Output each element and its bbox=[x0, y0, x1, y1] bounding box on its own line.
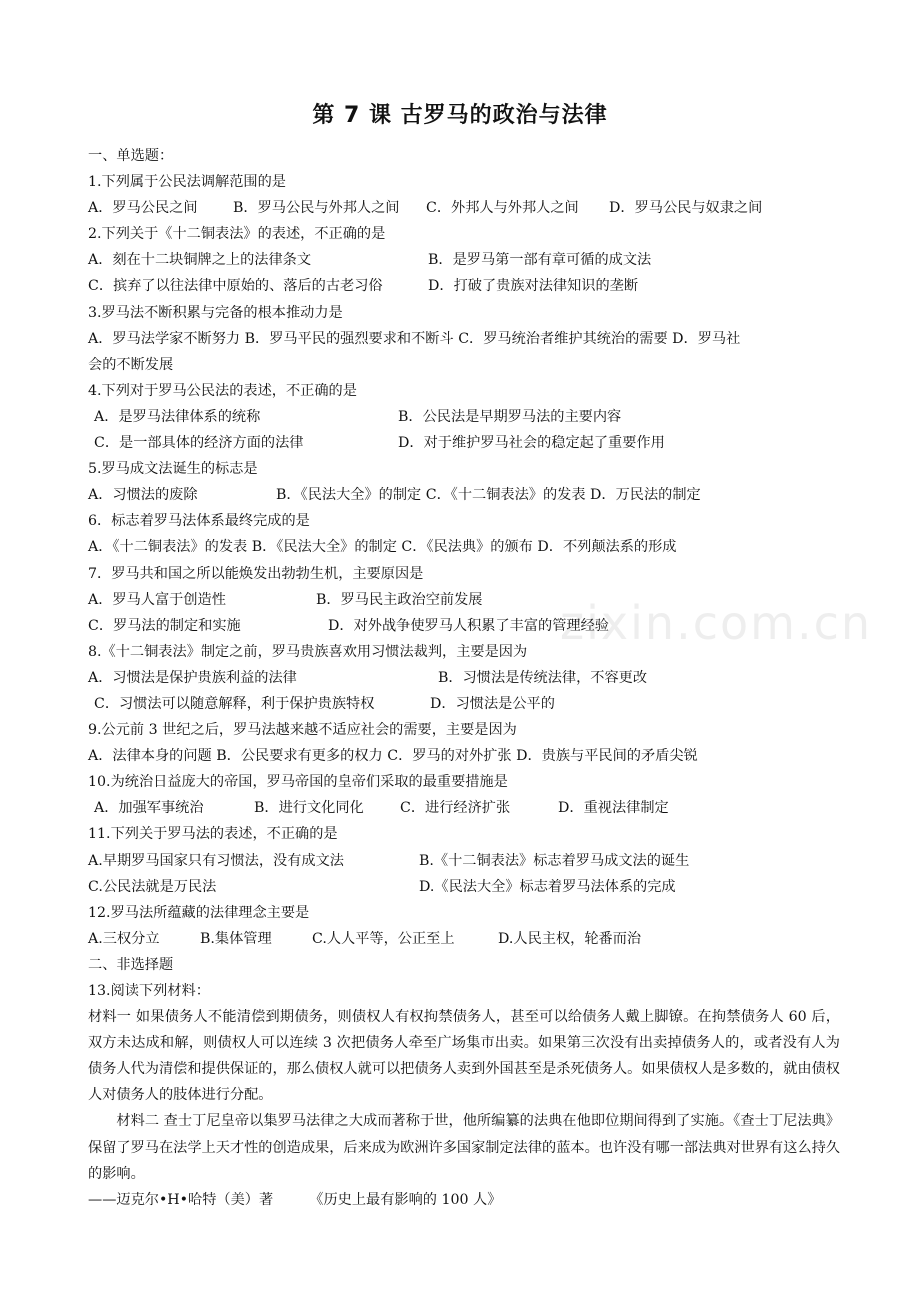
question-7-option-d: D．对外战争使罗马人积累了丰富的管理经验 bbox=[328, 617, 609, 634]
question-11-option-b: B.《十二铜表法》标志着罗马成文法的诞生 bbox=[419, 852, 690, 869]
question-8-option-d: D．习惯法是公平的 bbox=[430, 695, 555, 712]
question-7-stem: 7．罗马共和国之所以能焕发出勃勃生机，主要原因是 bbox=[88, 565, 424, 582]
question-11-option-a: A.早期罗马国家只有习惯法，没有成文法 bbox=[88, 852, 344, 869]
question-7-options-cd bbox=[88, 613, 840, 639]
question-13-stem: 13.阅读下列材料： bbox=[88, 983, 210, 999]
question-8-options-ab bbox=[88, 665, 840, 691]
question-4-options-ab bbox=[88, 404, 840, 430]
question-2-option-c: C．摈弃了以往法律中原始的、落后的古老习俗 bbox=[88, 278, 383, 295]
question-2-options-cd bbox=[88, 273, 840, 299]
question-11-stem: 11.下列关于罗马法的表述，不正确的是 bbox=[88, 826, 338, 843]
question-6-stem: 6．标志着罗马法体系最终完成的是 bbox=[88, 513, 310, 530]
question-12-option-b: B.集体管理 bbox=[200, 930, 272, 947]
question-13-material-1: 材料一 如果债务人不能清偿到期债务，则债权人有权拘禁债务人，甚至可以给债务人戴上脚镣。在拘禁债务人 60 后，双方未达成和解，则债权人可以连续 3 次把债务人牵至广场集市出卖。如果第三次没有出卖掉债务人的，或者没有人为债务人代为清偿和提供保证的，那么债权人就可以把债务人卖到外国甚至是杀死债务人。如果债权人是多数的，就由债权人对债务人的肢体进行分配。 bbox=[88, 1009, 840, 1104]
question-5-stem: 5.罗马成文法诞生的标志是 bbox=[88, 461, 258, 478]
question-8-option-c: C．习惯法可以随意解释，利于保护贵族特权 bbox=[94, 695, 375, 712]
question-5-option-a: A．习惯法的废除 bbox=[88, 487, 198, 504]
question-8-options-cd bbox=[88, 691, 840, 717]
question-7-option-c: C．罗马法的制定和实施 bbox=[88, 617, 241, 634]
question-12-option-a: A.三权分立 bbox=[88, 930, 160, 947]
question-11-options-ab bbox=[88, 848, 840, 874]
question-9-options: A．法律本身的问题 B．公民要求有更多的权力 C．罗马的对外扩张 D．贵族与平民间的矛盾尖锐 bbox=[88, 748, 698, 765]
question-11-options-cd bbox=[88, 874, 840, 900]
question-6-options: A．《十二铜表法》的发表 B．《民法大全》的制定 C．《民法典》的颁布 D．不列颠法系的形成 bbox=[88, 539, 677, 556]
question-9-stem: 9.公元前 3 世纪之后，罗马法越来越不适应社会的需要，主要是因为 bbox=[88, 722, 517, 739]
question-11-option-c: C.公民法就是万民法 bbox=[88, 878, 217, 895]
question-2-option-a: A．刻在十二块铜牌之上的法律条文 bbox=[88, 252, 312, 269]
question-8-option-b: B．习惯法是传统法律，不容更改 bbox=[438, 669, 648, 686]
question-3-options-line-1: A．罗马法学家不断努力 B．罗马平民的强烈要求和不断斗 C．罗马统治者维护其统治的需要 D．罗马社 bbox=[88, 330, 741, 347]
question-7-option-a: A．罗马人富于创造性 bbox=[88, 591, 226, 608]
question-12-stem: 12.罗马法所蕴藏的法律理念主要是 bbox=[88, 904, 310, 921]
question-10-option-c: C．进行经济扩张 bbox=[400, 800, 511, 817]
question-5-options bbox=[88, 482, 840, 508]
question-10-option-b: B．进行文化同化 bbox=[254, 800, 364, 817]
question-10-options bbox=[88, 795, 840, 821]
question-4-option-b: B．公民法是早期罗马法的主要内容 bbox=[398, 408, 622, 425]
question-4-options-cd bbox=[88, 430, 840, 456]
question-1-option-b: B．罗马公民与外邦人之间 bbox=[233, 200, 400, 217]
question-5-options-bcd: B．《民法大全》的制定 C．《十二铜表法》的发表 D．万民法的制定 bbox=[276, 487, 701, 504]
question-1-stem: 1.下列属于公民法调解范围的是 bbox=[88, 174, 286, 191]
question-8-option-a: A．习惯法是保护贵族利益的法律 bbox=[88, 669, 297, 686]
question-7-options-ab bbox=[88, 587, 840, 613]
question-10-option-d: D．重视法律制定 bbox=[558, 800, 669, 817]
question-4-stem: 4.下列对于罗马公民法的表述，不正确的是 bbox=[88, 382, 357, 399]
page-title: 第 7 课 古罗马的政治与法律 bbox=[312, 103, 608, 128]
question-10-stem: 10.为统治日益庞大的帝国，罗马帝国的皇帝们采取的最重要措施是 bbox=[88, 774, 508, 791]
question-2-option-d: D．打破了贵族对法律知识的垄断 bbox=[428, 278, 639, 295]
question-3-stem: 3.罗马法不断积累与完备的根本推动力是 bbox=[88, 304, 343, 321]
question-2-option-b: B．是罗马第一部有章可循的成文法 bbox=[428, 252, 652, 269]
watermark: zixin.com.cn bbox=[560, 596, 873, 650]
question-13-material-2: 材料二 查士丁尼皇帝以集罗马法律之大成而著称于世，他所编纂的法典在他即位期间得到了实施。《查士丁尼法典》保留了罗马在法学上天才性的创造成果，后来成为欧洲许多国家制定法律的蓝本。也许没有哪一部法典对世界有这么持久的影响。 bbox=[88, 1113, 840, 1182]
question-12-options bbox=[88, 926, 840, 952]
question-4-option-d: D．对于维护罗马社会的稳定起了重要作用 bbox=[398, 435, 665, 452]
question-1-option-a: A．罗马公民之间 bbox=[88, 200, 198, 217]
question-4-option-a: A．是罗马法律体系的统称 bbox=[94, 408, 261, 425]
question-4-option-c: C．是一部具体的经济方面的法律 bbox=[94, 435, 304, 452]
question-1-option-d: D．罗马公民与奴隶之间 bbox=[609, 200, 763, 217]
question-7-option-b: B．罗马民主政治空前发展 bbox=[316, 591, 483, 608]
question-11-option-d: D.《民法大全》标志着罗马法体系的完成 bbox=[419, 878, 676, 895]
question-2-stem: 2.下列关于《十二铜表法》的表述，不正确的是 bbox=[88, 226, 386, 243]
question-12-option-d: D.人民主权，轮番而治 bbox=[498, 930, 642, 947]
question-10-option-a: A．加强军事统治 bbox=[94, 800, 204, 817]
question-1-options bbox=[88, 195, 840, 221]
question-12-option-c: C.人人平等，公正至上 bbox=[312, 930, 455, 947]
question-8-stem: 8.《十二铜表法》制定之前，罗马贵族喜欢用习惯法裁判，主要是因为 bbox=[88, 643, 528, 660]
section-heading-2: 二、非选择题 bbox=[88, 956, 174, 973]
question-1-option-c: C．外邦人与外邦人之间 bbox=[426, 200, 579, 217]
question-3-options-line-2: 会的不断发展 bbox=[88, 356, 174, 373]
document-body bbox=[88, 143, 840, 1213]
section-heading-1: 一、单选题： bbox=[88, 148, 174, 164]
question-2-options-ab bbox=[88, 247, 840, 273]
question-13-source: ——迈克尔•H•哈特（美）著 《历史上最有影响的 100 人》 bbox=[88, 1191, 502, 1208]
